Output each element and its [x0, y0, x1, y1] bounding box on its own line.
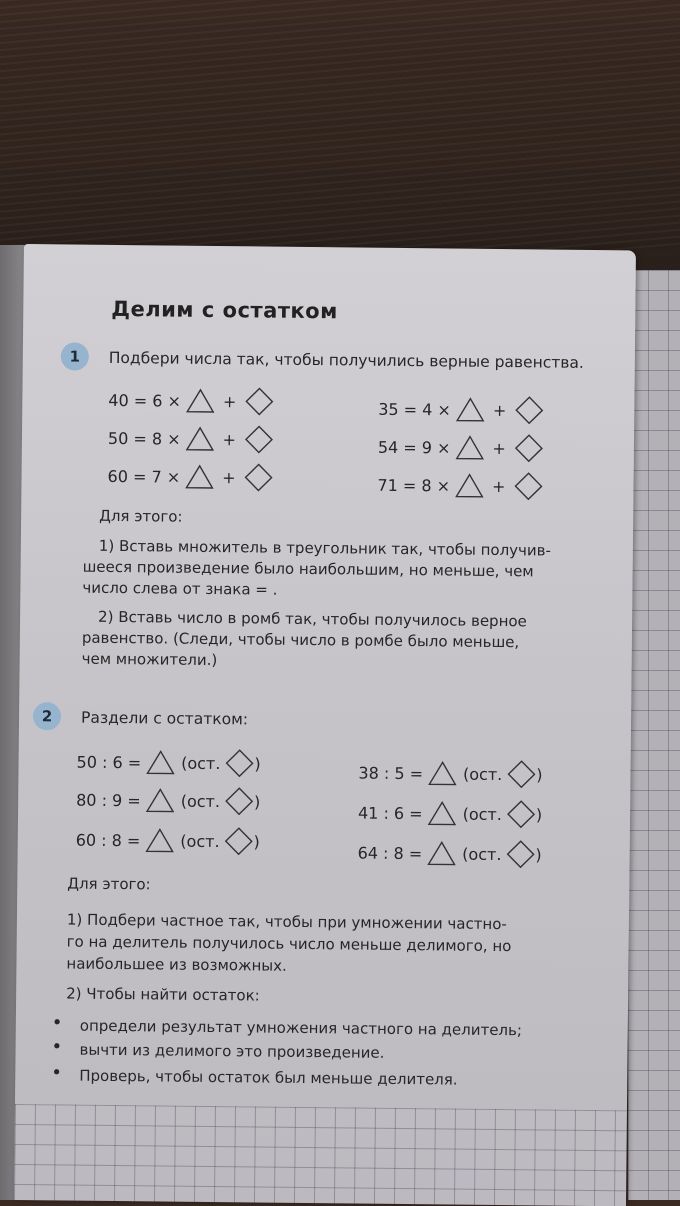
remainder-close: ) — [253, 831, 260, 852]
equation-text: 60 = 7 × — [107, 466, 181, 487]
division-text: 50 : 6 = — [76, 752, 142, 772]
equation-text: 50 = 8 × — [107, 428, 181, 449]
remainder-close: ) — [254, 753, 261, 774]
plus-sign: + — [492, 476, 506, 496]
exercise-1-step2-line1: 2) Вставь число в ромб так, чтобы получилось верное — [98, 607, 527, 631]
exercise-2-step1-line2: го на делитель получилось число меньше делимого, но — [66, 932, 512, 956]
remainder-label: (ост. — [181, 753, 221, 773]
plus-sign: + — [222, 467, 236, 487]
triangle-answer-box[interactable] — [454, 435, 484, 461]
diamond-answer-box[interactable] — [244, 424, 274, 454]
equation-row — [378, 394, 544, 426]
diamond-answer-box[interactable] — [243, 462, 273, 492]
remainder-close: ) — [535, 844, 542, 864]
exercise-2-step2: 2) Чтобы найти остаток: — [66, 984, 260, 1005]
diamond-answer-box[interactable] — [506, 799, 536, 829]
bullet-marker: • — [51, 1062, 63, 1084]
desk-background — [0, 0, 680, 250]
diamond-answer-box[interactable] — [244, 386, 274, 416]
exercise-2-step1-line1: 1) Подбери частное так, чтобы при умножении частно- — [66, 910, 507, 934]
division-text: 60 : 8 = — [75, 830, 141, 850]
exercise-1-instruction: Подбери числа так, чтобы получились верные равенства. — [108, 348, 584, 372]
plus-sign: + — [492, 400, 507, 420]
page-title: Делим с остатком — [111, 296, 338, 324]
exercise-1-step2-line3: чем множители.) — [81, 649, 218, 670]
triangle-answer-box[interactable] — [184, 464, 214, 490]
remainder-label: (ост. — [462, 764, 503, 784]
diamond-answer-box[interactable] — [514, 433, 544, 463]
triangle-answer-box[interactable] — [454, 473, 484, 499]
equation-row — [107, 461, 273, 493]
triangle-answer-box[interactable] — [145, 749, 175, 775]
triangle-answer-box[interactable] — [185, 388, 215, 414]
equation-text: 54 = 9 × — [377, 437, 451, 457]
division-text: 41 : 6 = — [357, 803, 423, 823]
division-row — [358, 758, 542, 790]
triangle-answer-box[interactable] — [455, 397, 485, 423]
exercise-number-1: 1 — [61, 342, 89, 370]
equation-row — [378, 432, 544, 464]
division-row — [76, 785, 260, 817]
exercise-2-bullet-2: вычти из делимого это произведение. — [79, 1040, 385, 1062]
bullet-marker: • — [51, 1012, 63, 1034]
division-text: 38 : 5 = — [358, 763, 424, 783]
diamond-answer-box[interactable] — [223, 826, 253, 856]
remainder-close: ) — [536, 764, 543, 784]
division-text: 64 : 8 = — [357, 843, 423, 863]
triangle-answer-box[interactable] — [184, 426, 214, 452]
exercise-2-instruction: Раздели с остатком: — [80, 708, 249, 729]
diamond-answer-box[interactable] — [224, 748, 254, 778]
equation-text: 40 = 6 × — [108, 390, 182, 411]
exercise-1-step1-line1: 1) Вставь множитель в треугольник так, чтобы получив- — [98, 536, 552, 560]
exercise-2-bullet-3: Проверь, чтобы остаток был меньше делителя. — [79, 1066, 458, 1089]
remainder-label: (ост. — [180, 791, 221, 811]
equation-row — [108, 385, 274, 417]
division-row — [358, 798, 542, 830]
equation-row — [377, 470, 543, 502]
textbook-page — [14, 244, 636, 1206]
exercise-1-for-this: Для этого: — [99, 506, 183, 526]
diamond-answer-box[interactable] — [505, 839, 535, 869]
notebook-grid-page — [628, 270, 680, 1200]
diamond-answer-box[interactable] — [513, 471, 543, 501]
remainder-close: ) — [535, 804, 543, 824]
remainder-label: (ост. — [462, 804, 502, 824]
triangle-answer-box[interactable] — [427, 800, 457, 826]
remainder-label: (ост. — [462, 844, 502, 864]
division-row — [357, 838, 541, 870]
remainder-label: (ост. — [180, 831, 220, 851]
exercise-2-step1-line3: наибольшее из возможных. — [66, 954, 287, 975]
division-row — [76, 747, 260, 779]
remainder-close: ) — [253, 791, 261, 812]
exercise-2-bullet-1: определи результат умножения частного на делитель; — [79, 1016, 523, 1040]
triangle-answer-box[interactable] — [145, 787, 175, 813]
exercise-2-for-this: Для этого: — [67, 874, 151, 894]
diamond-answer-box[interactable] — [506, 759, 536, 789]
exercise-1-step1-line2: шееся произведение было наибольшим, но меньше, чем — [82, 557, 534, 581]
plus-sign: + — [222, 391, 237, 411]
triangle-answer-box[interactable] — [426, 840, 456, 866]
equation-text: 35 = 4 × — [378, 399, 451, 419]
bullet-marker: • — [51, 1036, 63, 1058]
exercise-1-step1-line3: число слева от знака = . — [82, 578, 278, 599]
triangle-answer-box[interactable] — [427, 760, 457, 786]
equation-text: 71 = 8 × — [377, 475, 451, 495]
division-text: 80 : 9 = — [76, 790, 141, 810]
exercise-number-2: 2 — [33, 702, 61, 730]
diamond-answer-box[interactable] — [224, 786, 254, 816]
plus-sign: + — [222, 429, 237, 449]
equation-row — [108, 423, 274, 455]
diamond-answer-box[interactable] — [514, 395, 544, 425]
plus-sign: + — [492, 438, 507, 458]
division-row — [76, 825, 260, 857]
page-grid-area — [14, 1104, 627, 1206]
exercise-1-step2-line2: равенство. (Следи, чтобы число в ромбе было меньше, — [81, 628, 520, 652]
triangle-answer-box[interactable] — [144, 827, 174, 853]
